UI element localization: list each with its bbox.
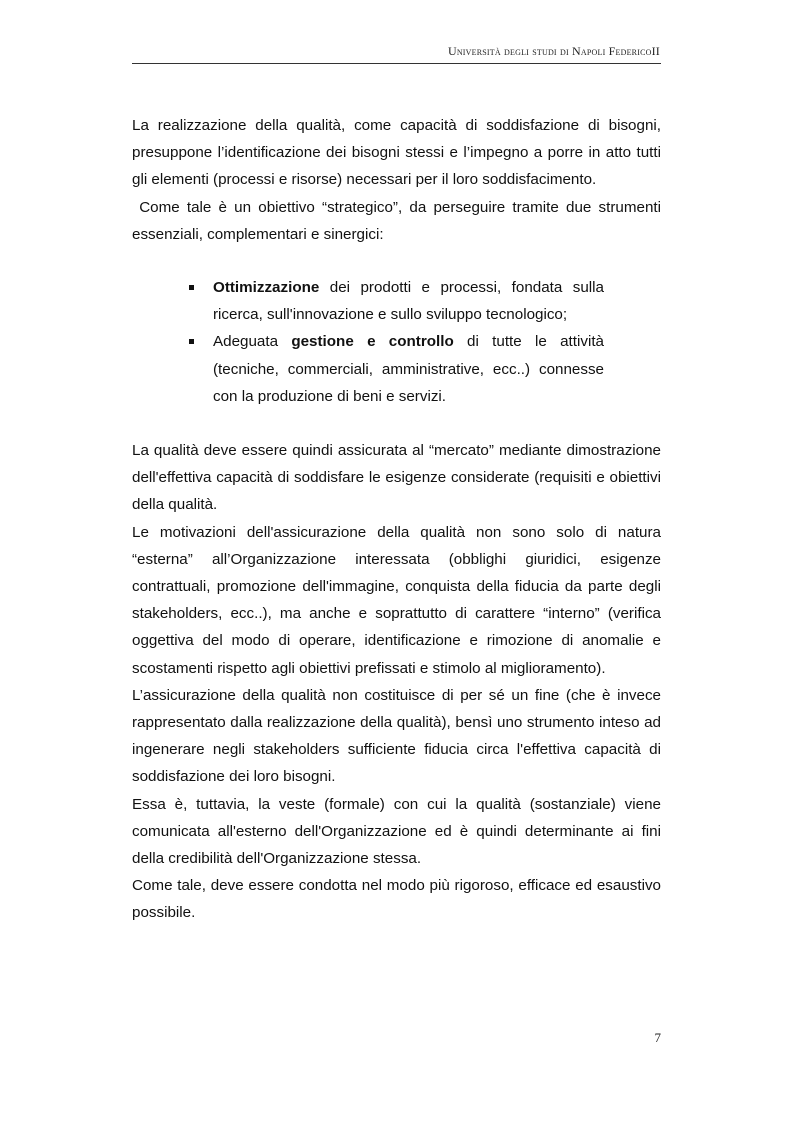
bullet-list <box>132 274 604 410</box>
bullet-keyword: gestione e controllo <box>291 333 454 351</box>
bullet-text: Ottimizzazione dei prodotti e processi, fondata sulla ricerca, sull'innovazione e sullo sviluppo tecnologico; <box>213 279 604 324</box>
paragraph-credibility: Essa è, tuttavia, la veste (formale) con cui la qualità (sostanziale) viene comunicata all'esterno dell'Organizzazione ed è quindi determinante ai fini della credibilità dell'Organizzazione stessa. <box>132 795 661 868</box>
paragraph-intro-2: Come tale è un obiettivo “strategico”, da perseguire tramite due strumenti essenziali, complementari e sinergici: <box>132 198 666 243</box>
spacer <box>132 248 661 274</box>
header-title: Università degli studi di Napoli FedericoII <box>447 44 660 58</box>
bullet-text: Adeguata gestione e controllo di tutte le attività (tecniche, commerciali, amministrative, ecc..) connesse con la produzione di beni e servizi. <box>213 333 605 405</box>
document-body <box>132 112 666 927</box>
page-number: 7 <box>654 1030 661 1045</box>
header-divider <box>132 63 661 64</box>
paragraph-intro-1: La realizzazione della qualità, come capacità di soddisfazione di bisogni, presuppone l’identificazione dei bisogni stessi e l’impegno a porre in atto tutti gli elementi (processi e risorse) necessari per il loro soddisfacimento. <box>132 117 661 189</box>
square-bullet-icon <box>189 339 194 344</box>
page-header <box>132 44 660 62</box>
bullet-item-optimization <box>213 274 604 328</box>
paragraph-market: La qualità deve essere quindi assicurata al “mercato” mediante dimostrazione dell'effettiva capacità di soddisfare le esigenze considerate (requisiti e obiettivi della qualità. <box>132 442 661 514</box>
paragraph-conclusion: Come tale, deve essere condotta nel modo più rigoroso, efficace ed esaustivo possibile. <box>132 877 661 922</box>
bullet-keyword: Ottimizzazione <box>213 279 320 297</box>
square-bullet-icon <box>189 285 194 290</box>
spacer <box>132 410 661 437</box>
paragraph-motivations: Le motivazioni dell'assicurazione della qualità non sono solo di natura “esterna” all’Organizzazione interessata (obblighi giuridici, esigenze contrattuali, promozione dell'immagine, conquista della fiducia da parte degli stakeholders, ecc..), ma anche e soprattutto di carattere “interno” (verifica oggettiva del modo di operare, identificazione e rimozione di anomalie e scostamenti rispetto agli obiettivi prefissati e stimolo al miglioramento). <box>132 523 661 677</box>
bullet-item-management <box>213 328 604 410</box>
paragraph-assurance: L’assicurazione della qualità non costituisce di per sé un fine (che è invece rappresentato dalla realizzazione della qualità), bensì uno strumento inteso ad ingenerare negli stakeholders sufficiente fiducia circa l'effettiva capacità di soddisfazione dei loro bisogni. <box>132 686 661 786</box>
